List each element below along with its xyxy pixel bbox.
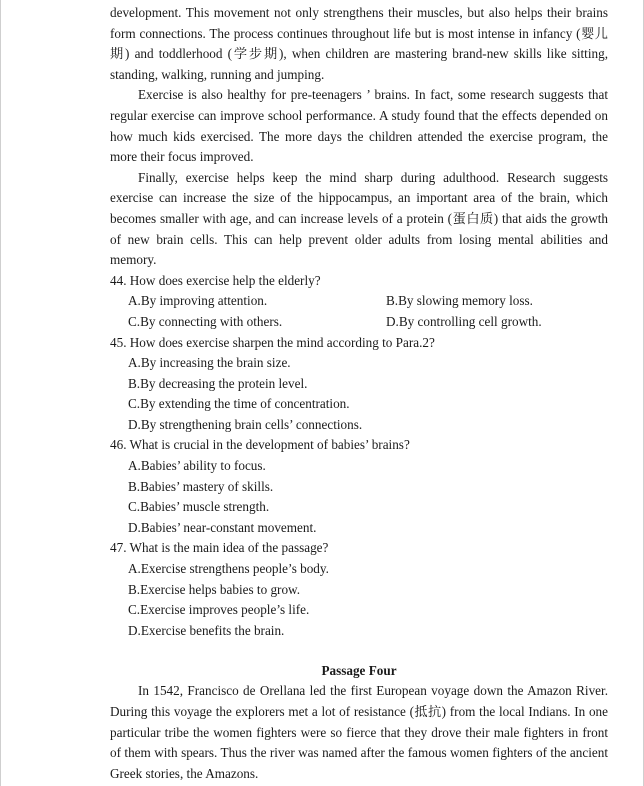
option-c: C.By connecting with others. (128, 313, 283, 329)
question-stem: 44. How does exercise help the elderly? (110, 272, 321, 288)
option-c: C.Exercise improves people’s life. (128, 602, 310, 618)
option-d: D.By strengthening brain cells’ connections. (128, 416, 363, 432)
passage-four-paragraph-1: In 1542, Francisco de Orellana led the first European voyage down the Amazon River. During this voyage the explorers met a lot of resistance (抵抗) from the local Indians. In one particular tribe the women fighters were so fierce that they drove their male fighters in front of them with spears. Thus the river was named after the famous women fighters of the ancient Greek stories, the Amazons. (110, 683, 608, 781)
option-a: A.By increasing the brain size. (128, 355, 291, 371)
option-b: B.By decreasing the protein level. (128, 375, 308, 391)
option-row (110, 312, 608, 333)
question-45 (110, 333, 608, 436)
option-b: B.By slowing memory loss. (386, 293, 533, 309)
option-c: C.Babies’ muscle strength. (128, 499, 270, 515)
paragraph-2: Exercise is also healthy for pre-teenagers ’ brains. In fact, some research suggests that regular exercise can improve school performance. A study found that the effects depended on how much kids exercised. The more days the children attended the exercise program, the more their focus improved. (110, 87, 608, 165)
option-d: D.Exercise benefits the brain. (128, 622, 285, 638)
option-d: D.By controlling cell growth. (386, 313, 542, 329)
page-border-left (0, 0, 1, 786)
option-b: B.Exercise helps babies to grow. (128, 581, 301, 597)
option-b: B.Babies’ mastery of skills. (128, 478, 274, 494)
question-44 (110, 271, 608, 333)
passage-title: Passage Four (321, 663, 397, 679)
paragraph-1: development. This movement not only strengthens their muscles, but also helps their brains form connections. The process continues throughout life but is most intense in infancy (婴儿期) and toddlerhood (学步期), when children are mastering brand-new skills like sitting, standing, walking, running and jumping. (110, 5, 608, 82)
option-c: C.By extending the time of concentration. (128, 396, 350, 412)
question-stem: 45. How does exercise sharpen the mind according to Para.2? (110, 334, 435, 350)
option-row (110, 291, 608, 312)
option-a: A.By improving attention. (128, 293, 268, 309)
option-d: D.Babies’ near-constant movement. (128, 519, 317, 535)
option-a: A.Exercise strengthens people’s body. (128, 561, 329, 577)
section-spacer (110, 641, 608, 661)
document-content (110, 3, 608, 784)
paragraph-3: Finally, exercise helps keep the mind sharp during adulthood. Research suggests exercise can increase the size of the hippocampus, an important area of the brain, which becomes smaller with age, and can increase levels of a protein (蛋白质) that aids the growth of new brain cells. This can help prevent older adults from losing mental abilities and memory. (110, 169, 608, 268)
question-stem: 46. What is crucial in the development of babies’ brains? (110, 437, 410, 453)
option-a: A.Babies’ ability to focus. (128, 458, 266, 474)
question-46 (110, 435, 608, 538)
question-47 (110, 538, 608, 641)
question-stem: 47. What is the main idea of the passage? (110, 540, 329, 556)
